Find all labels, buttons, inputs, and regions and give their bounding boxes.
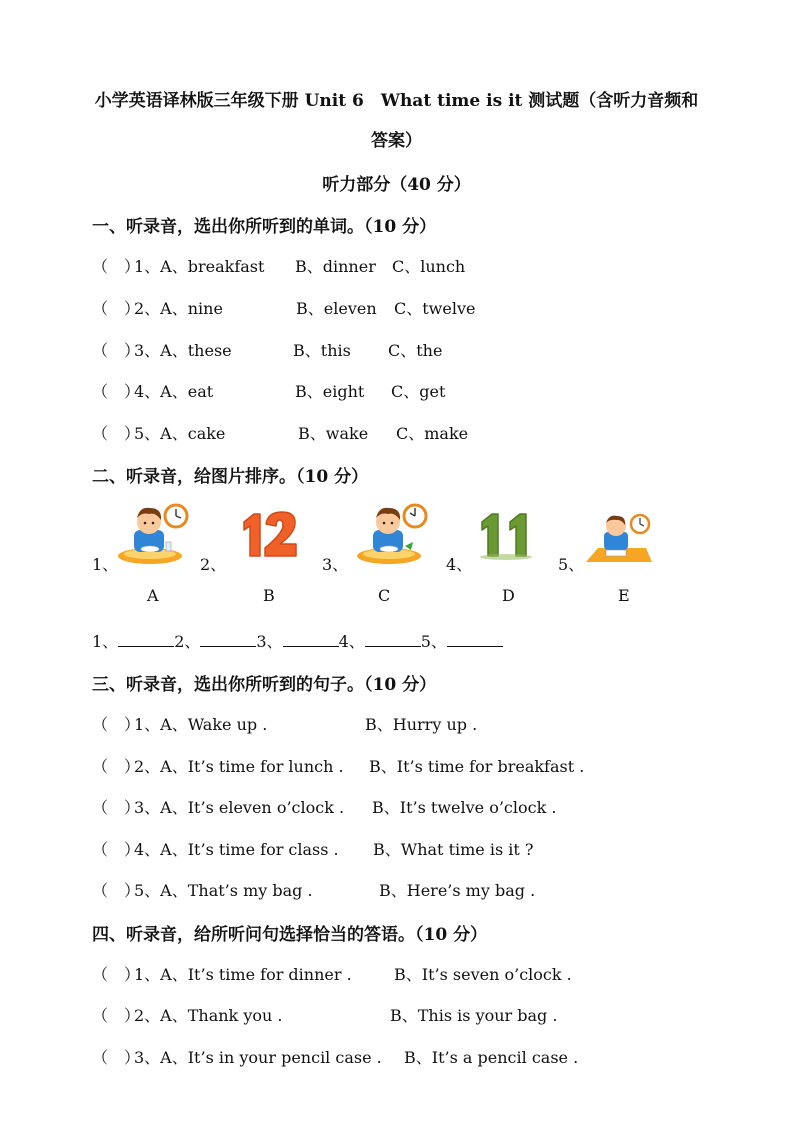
- option-a: 1、A、Wake up .: [134, 715, 268, 734]
- option-a: 4、A、It’s time for class .: [134, 840, 339, 859]
- answer-bracket[interactable]: （ ）: [92, 715, 141, 734]
- list-item: [92, 1003, 652, 1027]
- option-a: 2、A、nine: [134, 299, 223, 318]
- picture-letter: E: [618, 586, 630, 605]
- picture-number: 1、: [92, 555, 119, 574]
- boy-eating-clock-icon: [355, 502, 429, 566]
- answer-blank[interactable]: [447, 632, 503, 647]
- option-b: B、It’s seven o’clock .: [394, 965, 572, 984]
- number-12-icon: [238, 508, 302, 562]
- answer-blank[interactable]: [365, 632, 421, 647]
- picture-number: 3、: [322, 555, 349, 574]
- boy-writing-clock-icon: [584, 512, 654, 566]
- list-item: [92, 837, 652, 861]
- answer-bracket[interactable]: （ ）: [92, 382, 141, 401]
- list-item: [92, 379, 592, 403]
- option-a: 5、A、cake: [134, 424, 226, 443]
- answer-blank[interactable]: [200, 632, 256, 647]
- option-b: B、eleven: [296, 299, 377, 318]
- answer-blank[interactable]: [118, 632, 174, 647]
- answer-bracket[interactable]: （ ）: [92, 1048, 141, 1067]
- option-b: B、It’s time for breakfast .: [369, 757, 585, 776]
- option-a: 2、A、It’s time for lunch .: [134, 757, 344, 776]
- option-a: 1、A、breakfast: [134, 257, 265, 276]
- picture-number: 2、: [200, 555, 227, 574]
- option-c: C、get: [391, 382, 446, 401]
- option-b: B、Here’s my bag .: [379, 881, 536, 900]
- option-c: C、lunch: [392, 257, 466, 276]
- option-b: B、It’s a pencil case .: [404, 1048, 579, 1067]
- option-a: 2、A、Thank you .: [134, 1006, 283, 1025]
- list-item: [92, 1045, 652, 1069]
- option-a: 1、A、It’s time for dinner .: [134, 965, 352, 984]
- answer-bracket[interactable]: （ ）: [92, 424, 141, 443]
- answer-bracket[interactable]: （ ）: [92, 840, 141, 859]
- list-item: [92, 296, 592, 320]
- option-c: C、the: [388, 341, 443, 360]
- blank-label: 2、: [174, 632, 201, 651]
- list-item: [92, 962, 652, 986]
- option-c: C、make: [396, 424, 469, 443]
- option-a: 3、A、It’s in your pencil case .: [134, 1048, 382, 1067]
- list-item: [92, 878, 652, 902]
- picture-letter: A: [147, 586, 159, 605]
- blank-label: 5、: [420, 632, 447, 651]
- listening-section-title: 听力部分（40 分）: [322, 175, 471, 195]
- answer-bracket[interactable]: （ ）: [92, 341, 141, 360]
- option-b: B、Hurry up .: [365, 715, 478, 734]
- option-c: C、twelve: [394, 299, 476, 318]
- ordering-blanks: [92, 629, 503, 652]
- answer-bracket[interactable]: （ ）: [92, 757, 141, 776]
- option-b: B、dinner: [295, 257, 376, 276]
- picture-letter: C: [378, 586, 391, 605]
- picture-letter: D: [502, 586, 515, 605]
- page-title: 小学英语译林版三年级下册 Unit 6 What time is it 测试题（含听力音频和: [94, 91, 699, 111]
- option-a: 3、A、It’s eleven o’clock .: [134, 798, 345, 817]
- option-a: 5、A、That’s my bag .: [134, 881, 313, 900]
- option-b: B、This is your bag .: [390, 1006, 558, 1025]
- section-4-heading: 四、听录音，给所听问句选择恰当的答语。（10 分）: [92, 925, 488, 945]
- answer-bracket[interactable]: （ ）: [92, 965, 141, 984]
- number-11-icon: [476, 510, 536, 562]
- answer-bracket[interactable]: （ ）: [92, 257, 141, 276]
- list-item: [92, 338, 592, 362]
- picture-number: 4、: [446, 555, 473, 574]
- section-3-heading: 三、听录音，选出你所听到的句子。（10 分）: [92, 675, 437, 695]
- list-item: [92, 754, 652, 778]
- option-b: B、What time is it ?: [373, 840, 534, 859]
- answer-blank[interactable]: [283, 632, 339, 647]
- option-b: B、wake: [298, 424, 369, 443]
- option-a: 3、A、these: [134, 341, 232, 360]
- list-item: [92, 712, 652, 736]
- blank-label: 1、: [92, 632, 119, 651]
- blank-label: 3、: [256, 632, 283, 651]
- picture-letter: B: [263, 586, 275, 605]
- option-b: B、this: [293, 341, 351, 360]
- picture-number: 5、: [558, 555, 585, 574]
- section-2-heading: 二、听录音，给图片排序。（10 分）: [92, 467, 369, 487]
- option-a: 4、A、eat: [134, 382, 214, 401]
- list-item: [92, 421, 592, 445]
- section-1-heading: 一、听录音，选出你所听到的单词。（10 分）: [92, 217, 437, 237]
- picture-row: [0, 500, 793, 580]
- answer-bracket[interactable]: （ ）: [92, 299, 141, 318]
- list-item: [92, 254, 592, 278]
- page-title-continued: 答案）: [371, 131, 422, 151]
- answer-bracket[interactable]: （ ）: [92, 798, 141, 817]
- option-b: B、It’s twelve o’clock .: [372, 798, 557, 817]
- option-b: B、eight: [295, 382, 365, 401]
- boy-eating-clock-icon: [116, 502, 190, 566]
- answer-bracket[interactable]: （ ）: [92, 1006, 141, 1025]
- list-item: [92, 795, 652, 819]
- answer-bracket[interactable]: （ ）: [92, 881, 141, 900]
- blank-label: 4、: [338, 632, 365, 651]
